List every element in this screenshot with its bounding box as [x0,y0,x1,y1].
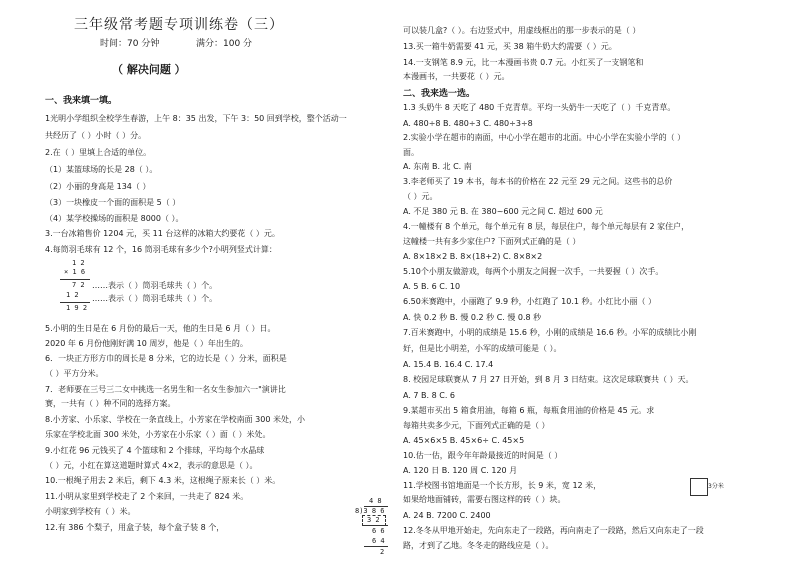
choice-8-options: A. 7 B. 8 C. 6 [403,391,456,400]
choice-10: 10.估一估，跟今年年龄最接近的时间是（ ） [403,451,563,460]
question-1b: 共经历了（ ）小时（ ）分。 [45,131,147,140]
section-heading-choose: 二、我来选一选。 [403,89,476,99]
full-score: 满分：100 分 [196,39,253,49]
choice-6-options: A. 快 0.2 秒 B. 慢 0.2 秒 C. 慢 0.8 秒 [403,313,542,322]
section-heading-fill: 一、我来填一填。 [45,96,118,106]
time-limit: 时间：70 分钟 [100,39,160,49]
calc-multiplier: × 1 6 [64,268,86,276]
choice-5-options: A. 5 B. 6 C. 10 [403,282,461,291]
question-7b: 赛，一共有（ ）种不同的选择方案。 [45,399,176,408]
question-11b: 小明家到学校有（ ）米。 [45,507,136,516]
question-6a: 6．一块正方形方巾的周长是 8 分米，它的边长是（ ）分米，面积是 [45,354,287,363]
question-4: 4.每筒羽毛球有 12 个，16 筒羽毛球有多少个?小明列竖式计算： [45,245,277,254]
calc-rule-2 [60,302,90,303]
choice-12a: 12.冬冬从甲地开始走，先向东走了一段路，再向南走了一段路，然后又向东走了一段 [403,526,704,535]
choice-5: 5.10个小朋友做游戏，每两个小朋友之间握一次手，一共要握（ ）次手。 [403,267,664,276]
division-step-3: 6 4 [372,537,385,545]
choice-8: 8. 校园足球联赛从 7 月 27 日开始，到 8 月 3 日结束。这次足球联赛共（ ）天。 [403,375,694,384]
division-quotient: 4 8 [369,497,382,505]
page-title: 三年级常考题专项训练卷（三） [74,17,284,33]
choice-9b: 每箱共卖多少元，下面列式正确的是（ ） [403,421,550,430]
question-2: 2.在（ ）里填上合适的单位。 [45,148,152,157]
choice-4a: 4.一幢楼有 8 个单元，每个单元有 8 层，每层住户，每个单元每层有 2 家住户， [403,222,690,231]
division-rule-1 [364,525,388,526]
choice-9-options: A. 45×6×5 B. 45×6÷ C. 45×5 [403,436,525,445]
choice-7-options: A. 15.4 B. 16.4 C. 17.4 [403,360,494,369]
choice-7a: 7.百米赛跑中，小明的成绩是 15.6 秒，小刚的成绩是 16.6 秒。小军的成绩比小刚 [403,328,697,337]
question-11a: 11.小明从家里到学校走了 2 个来回，一共走了 824 米。 [45,492,249,501]
choice-1-options: A. 480÷8 B. 480÷3 C. 480÷3÷8 [403,119,533,128]
calc-partial-2: 1 2 [66,291,79,299]
question-3: 3.一台冰箱售价 1204 元，买 11 台这样的冰箱大约要花（ ）元。 [45,229,280,238]
choice-2b: 面。 [403,148,419,157]
calc-multiplicand: 1 2 [72,259,85,267]
choice-6: 6.50米赛跑中，小丽跑了 9.9 秒，小红跑了 10.1 秒。小红比小丽（ ） [403,297,657,306]
calc-explain-1: ……表示（ ）筒羽毛球共（ ）个。 [92,281,218,290]
choice-4-options: A. 8×18×2 B. 8×(18+2) C. 8×8×2 [403,252,543,261]
division-step-1: 3 2 [367,516,380,524]
choice-3a: 3.李老师买了 19 本书，每本书的价格在 22 元至 29 元之间。这些书的总价 [403,177,673,186]
calc-product: 1 9 2 [66,304,88,312]
question-1a: 1光明小学组织全校学生春游，上午 8：35 出发，下午 3：50 回到学校，整个活动一 [45,114,347,123]
question-13: 13.买一箱牛奶需要 41 元，买 38 箱牛奶大约需要（ ）元。 [403,42,617,51]
question-14b: 本漫画书，一共要花（ ）元。 [403,72,510,81]
question-8a: 8.小芳家、小乐家、学校在一条直线上，小芳家在学校南面 300 米处，小 [45,415,305,424]
question-8b: 乐家在学校北面 300 米处，小芳家在小乐家（ ）面（ ）米处。 [45,430,271,439]
choice-11-options: A. 24 B. 7200 C. 2400 [403,511,491,520]
choice-4b: 这幢楼一共有多少家住户? 下面列式正确的是（ ） [403,237,581,246]
division-dividend: 8)3 8 6 [355,507,385,515]
question-12: 12.有 386 个梨子，用盒子装，每个盒子装 8 个， [45,523,225,532]
choice-2a: 2.实验小学在超市的南面，中心小学在超市的北面。中心小学在实验小学的（ ） [403,133,686,142]
paper-subtitle: （ 解决问题 ） [112,63,186,76]
question-5b: 2020 年 6 月份他刚好满 10 周岁，他是（ ）年出生的。 [45,339,248,348]
choice-9a: 9.某超市买出 5 箱食用油，每箱 6 瓶，每瓶食用油的价格是 45 元。求 [403,406,655,415]
division-step-2: 6 6 [372,527,385,535]
choice-2-options: A. 东南 B. 北 C. 南 [403,162,472,171]
choice-12b: 路，才到了乙地。冬冬走的路线应是（ ）。 [403,541,554,550]
choice-3-options: A. 不足 380 元 B. 在 380~600 元之间 C. 超过 600 元 [403,207,603,216]
question-9a: 9.小红花 96 元钱买了 4 个篮球和 2 个排球，平均每个水晶球 [45,446,265,455]
question-9b: （ ）元，小红在算这道题时算式 4×2，表示的意思是（ ）。 [45,461,258,470]
question-7a: 7．老师要在三号三二女中挑选一名男生和一名女生参加六一"演讲比 [45,385,286,394]
calc-explain-2: ……表示（ ）筒羽毛球共（ ）个。 [92,294,218,303]
question-2-3: （3）一块橡皮一个面的面积是 5（ ） [45,198,181,207]
question-14a: 14.一支钢笔 8.9 元，比一本漫画书贵 0.7 元。小红买了一支钢笔和 [403,58,644,67]
question-2-2: （2）小丽的身高是 134（ ） [45,182,151,191]
question-12-cont: 可以装几盒?（ ）。右边竖式中，用虚线框出的那一步表示的是（ ） [403,26,641,35]
calc-rule-1 [60,279,90,280]
choice-1: 1.3 头奶牛 8 天吃了 480 千克青草。平均一头奶牛一天吃了（ ）千克青草。 [403,103,676,112]
choice-7b: 好，但是比小明差，小军的成绩可能是（ ）。 [403,344,562,353]
division-rule-2 [364,546,388,547]
tile-size-label: 3分米 [708,483,724,490]
calc-partial-1: 7 2 [72,281,85,289]
question-5a: 5.小明的生日是在 6 月份的最后一天，他的生日是 6 月（ ）日。 [45,324,276,333]
question-6b: （ ）平方分米。 [45,369,104,378]
question-10: 10.一根绳子用去 2 米后，剩下 4.3 米，这根绳子原来长（ ）米。 [45,476,281,485]
question-2-4: （4）某学校操场的面积是 8000（ ）。 [45,214,184,223]
question-2-1: （1）某篮球场的长是 28（ ）。 [45,165,158,174]
choice-11a: 11.学校图书馆地面是一个长方形，长 9 米，宽 12 米， [403,481,602,490]
division-remainder: 2 [380,548,385,556]
choice-11b: 如果给地面铺砖，需要右图这样的砖（ ）块。 [403,495,566,504]
tile-square-figure [690,478,708,496]
choice-3b: （ ）元。 [403,192,438,201]
choice-10-options: A. 120 日 B. 120 周 C. 120 月 [403,466,518,475]
